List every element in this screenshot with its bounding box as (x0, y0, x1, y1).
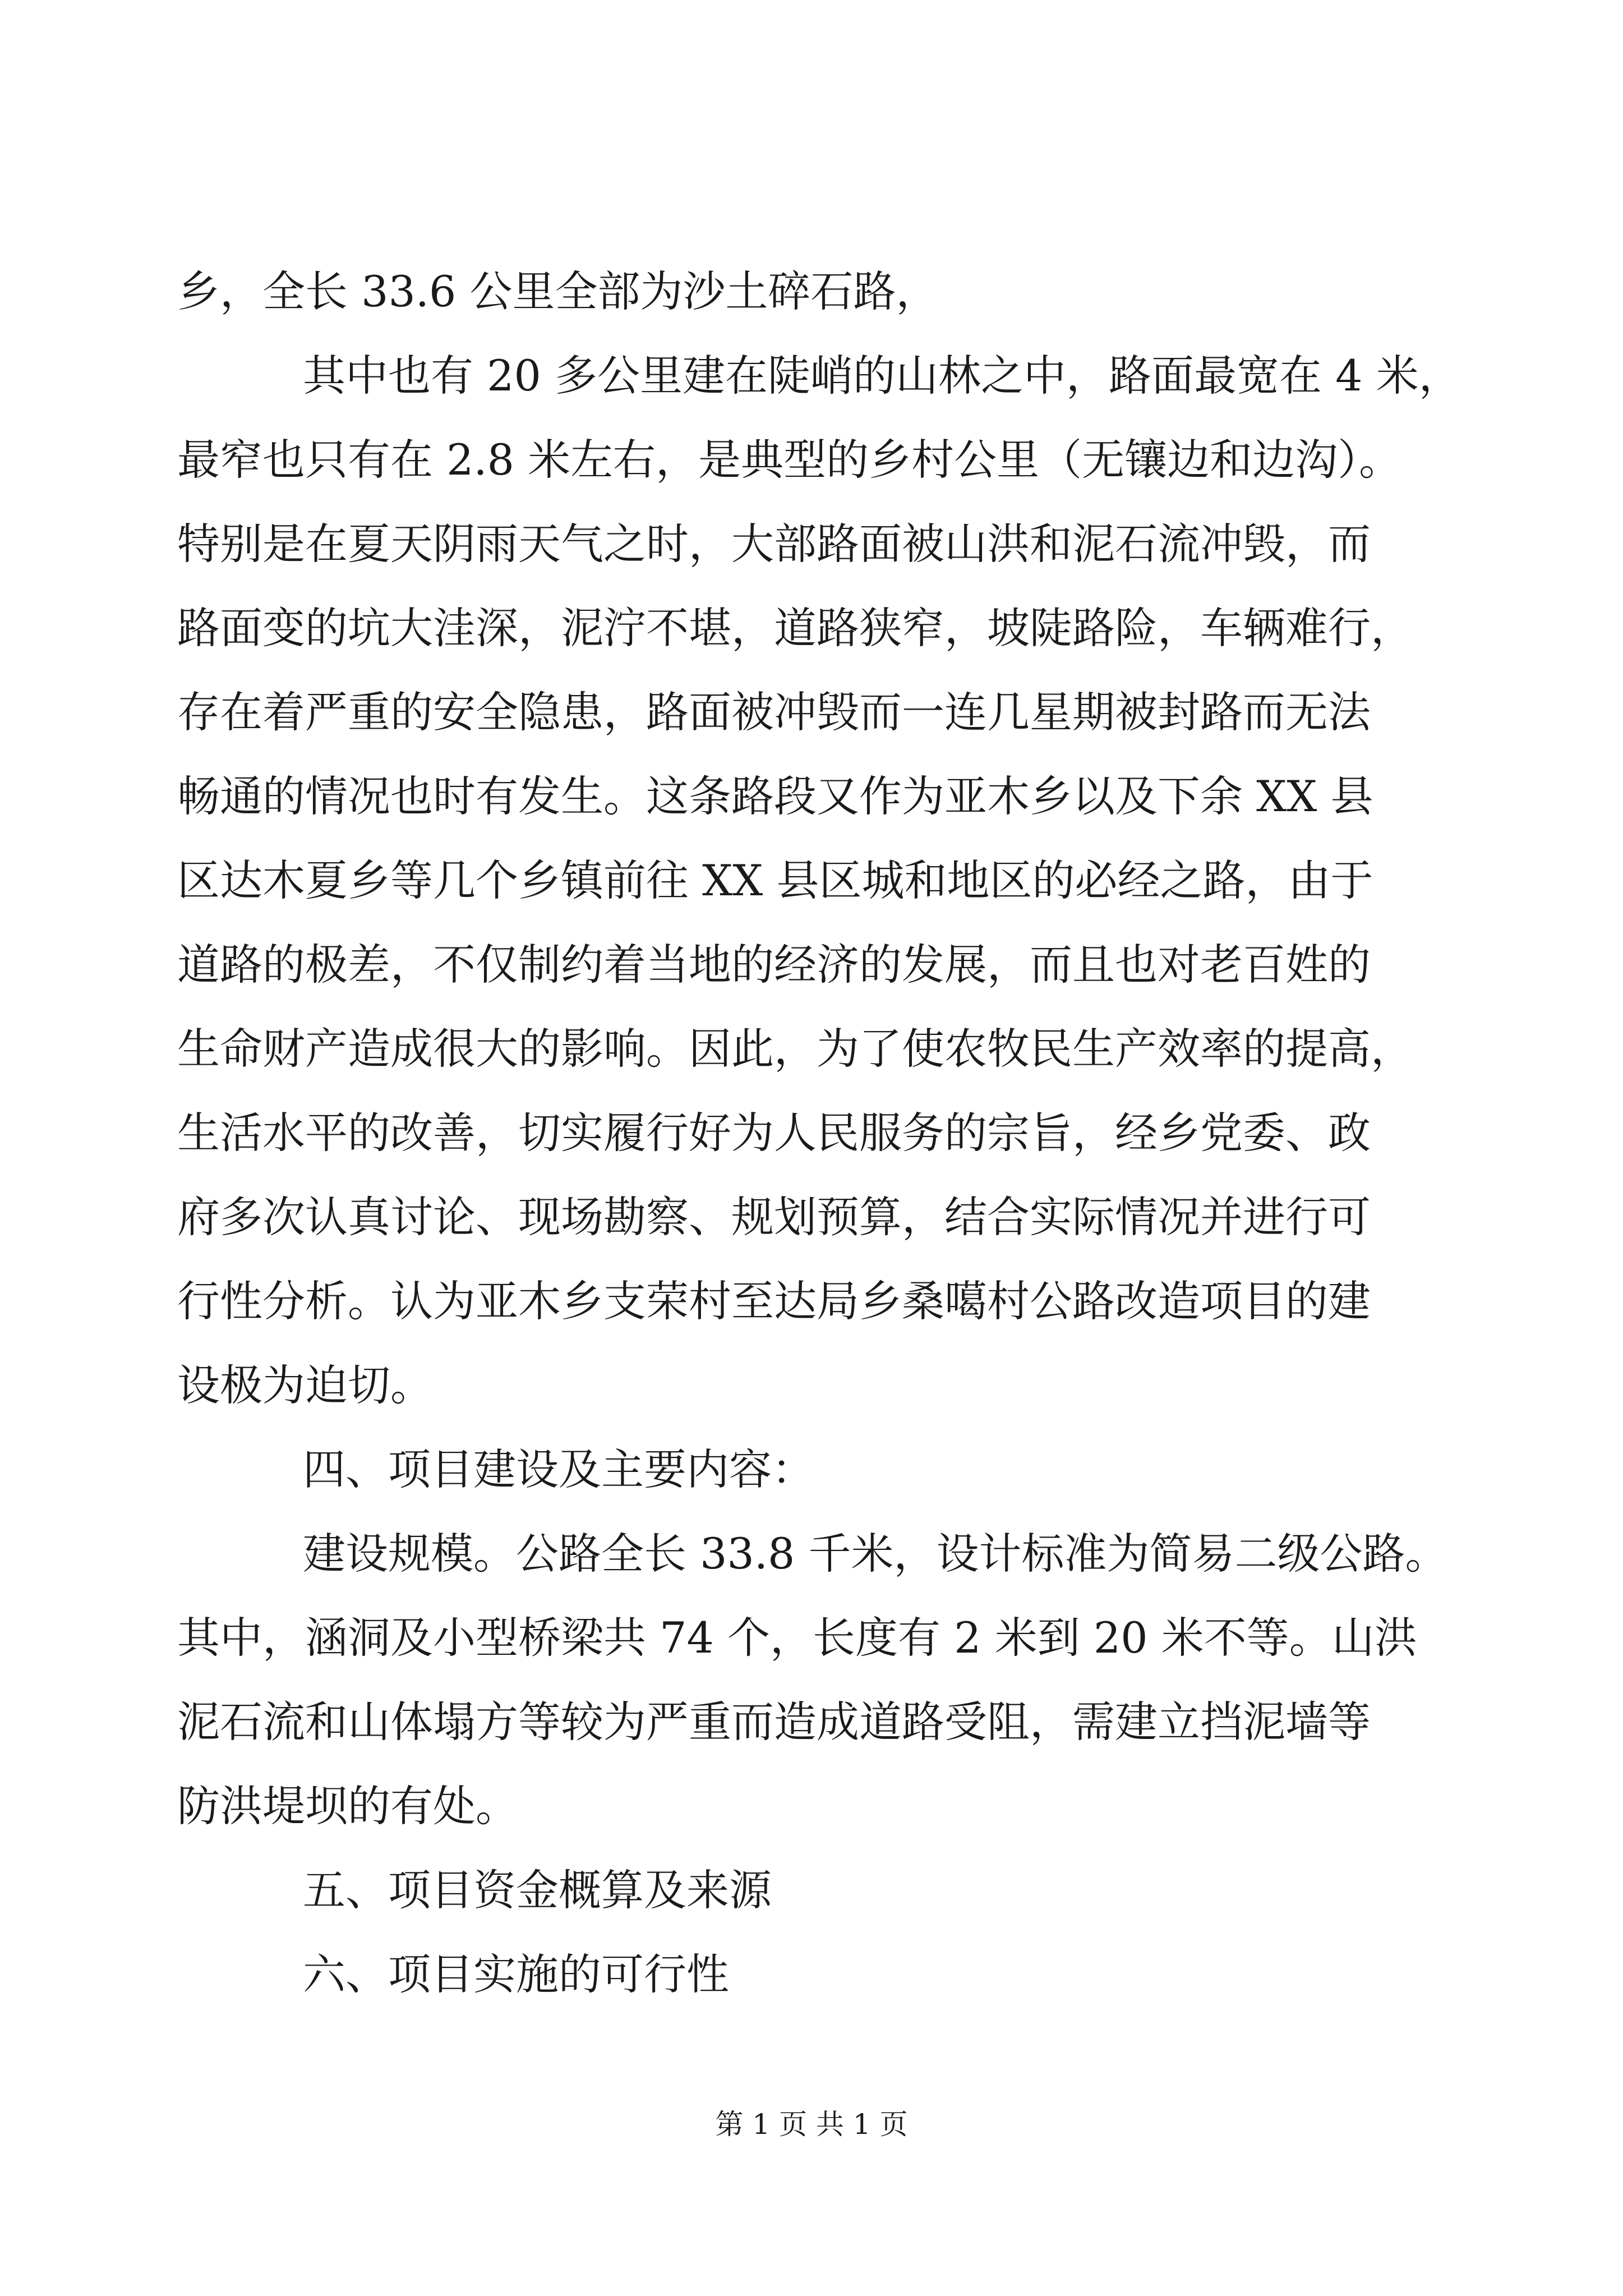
text-line-16: 建设规模。公路全长 33.8 千米，设计标准为简易二级公路。 (303, 1529, 1448, 1579)
text-line-14: 设极为迫切。 (177, 1360, 433, 1410)
text-line-1: 乡，全长 33.6 公里全部为沙土碎石路， (177, 266, 939, 316)
text-line-7: 畅通的情况也时有发生。这条路段又作为亚木乡以及下余 XX 县 (177, 771, 1373, 821)
section-heading-4: 四、项目建设及主要内容： (303, 1444, 814, 1494)
text-line-6: 存在着严重的安全隐患，路面被冲毁而一连几星期被封路而无法 (177, 687, 1371, 737)
text-line-4: 特别是在夏天阴雨天气之时，大部路面被山洪和泥石流冲毁，而 (177, 519, 1371, 569)
text-line-9: 道路的极差，不仅制约着当地的经济的发展，而且也对老百姓的 (177, 940, 1371, 990)
text-line-5: 路面变的坑大洼深，泥泞不堪，道路狭窄，坡陡路险，车辆难行， (177, 603, 1413, 653)
text-line-17: 其中，涵洞及小型桥梁共 74 个，长度有 2 米到 20 米不等。山洪 (177, 1613, 1417, 1663)
text-line-19: 防洪堤坝的有处。 (177, 1781, 518, 1831)
page-number-footer: 第 1 页 共 1 页 (715, 2108, 908, 2141)
text-line-2: 其中也有 20 多公里建在陡峭的山林之中，路面最宽在 4 米， (303, 351, 1461, 401)
text-line-12: 府多次认真讨论、现场勘察、规划预算，结合实际情况并进行可 (177, 1192, 1371, 1242)
text-line-10: 生命财产造成很大的影响。因此，为了使农牧民生产效率的提高， (177, 1024, 1413, 1074)
section-heading-5: 五、项目资金概算及来源 (303, 1865, 772, 1915)
text-line-18: 泥石流和山体塌方等较为严重而造成道路受阻，需建立挡泥墙等 (177, 1697, 1371, 1747)
text-line-13: 行性分析。认为亚木乡支荣村至达局乡桑噶村公路改造项目的建 (177, 1276, 1371, 1326)
text-line-3: 最窄也只有在 2.8 米左右，是典型的乡村公里（无镶边和边沟）。 (177, 435, 1402, 485)
section-heading-6: 六、项目实施的可行性 (303, 1949, 729, 1999)
text-line-8: 区达木夏乡等几个乡镇前往 XX 县区城和地区的必经之路，由于 (177, 855, 1373, 905)
text-line-11: 生活水平的改善，切实履行好为人民服务的宗旨，经乡党委、政 (177, 1108, 1371, 1158)
